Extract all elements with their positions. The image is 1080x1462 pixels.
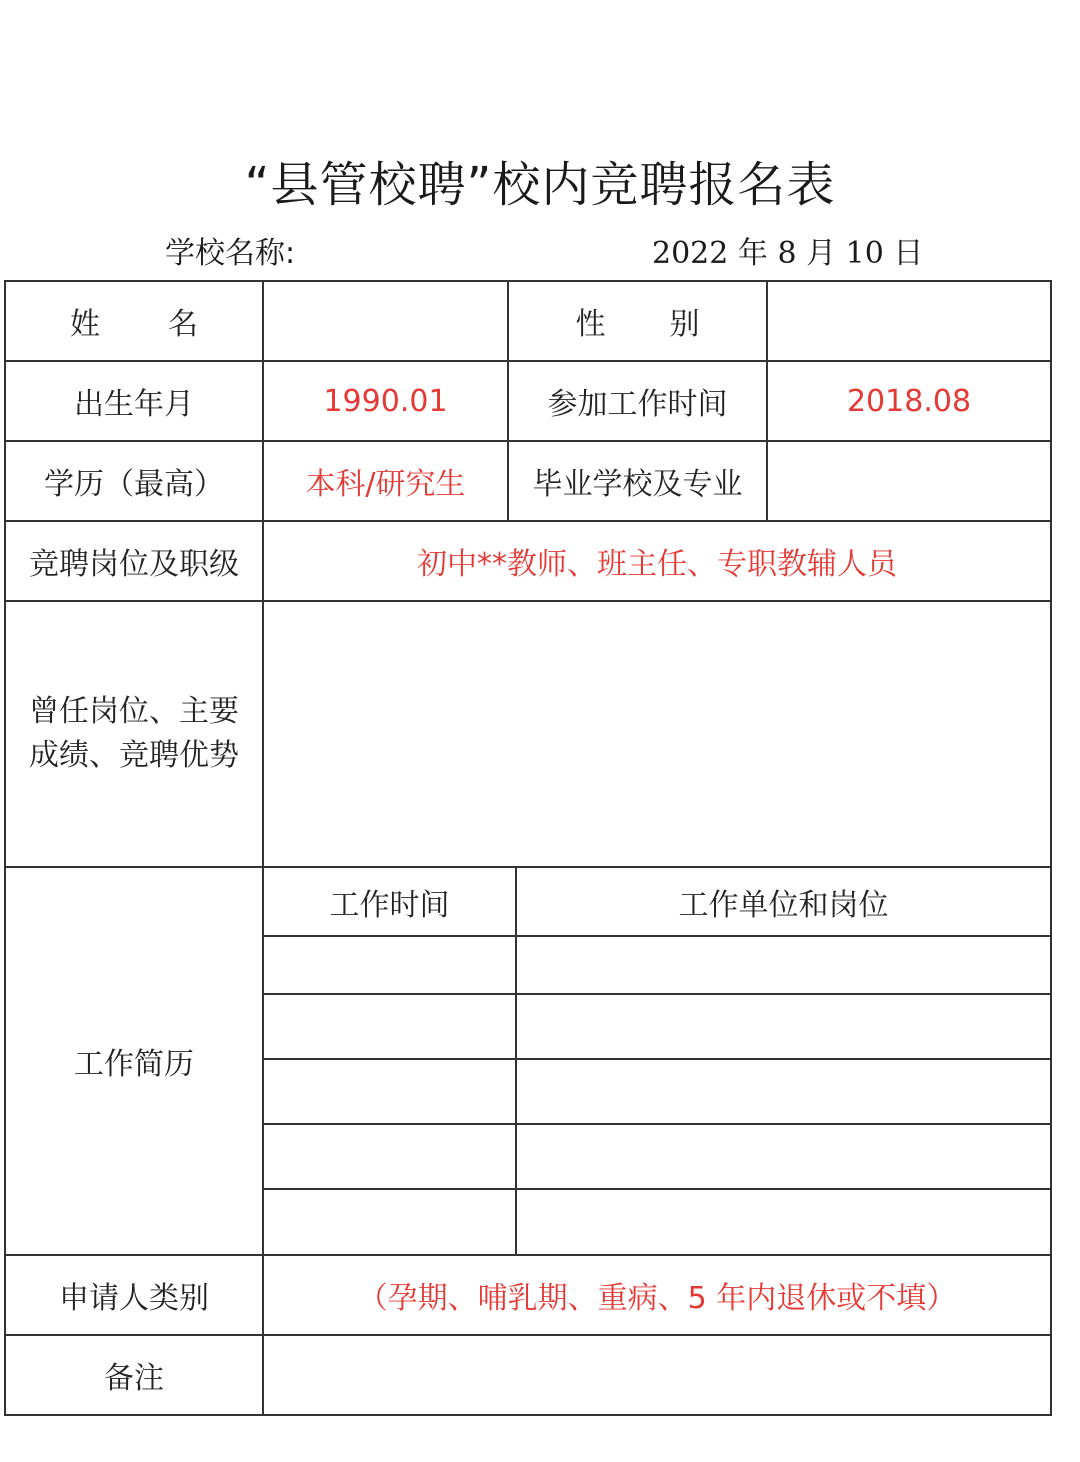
category-label: 申请人类别 [59, 1281, 209, 1316]
resume-label: 工作简历 [74, 1047, 194, 1082]
remarks-label: 备注 [104, 1361, 164, 1396]
graduation-field[interactable] [768, 442, 1050, 520]
work-start-label: 参加工作时间 [547, 387, 728, 422]
resume-unit-field[interactable] [517, 995, 1050, 1058]
resume-unit-field[interactable] [517, 1125, 1050, 1188]
name-field[interactable] [264, 282, 507, 360]
resume-time-field[interactable] [264, 937, 515, 993]
name-label: 姓 名 [70, 307, 198, 342]
resume-time-field[interactable] [264, 1125, 515, 1188]
achievements-label: 曾任岗位、主要 成绩、竞聘优势 [29, 694, 239, 773]
position-label: 竞聘岗位及职级 [29, 547, 239, 582]
school-name-label: 学校名称: [165, 236, 296, 271]
date-year: 2022 [652, 236, 729, 271]
date-month: 8 [777, 236, 797, 271]
date-day-unit: 日 [893, 236, 924, 271]
graduation-label: 毕业学校及专业 [532, 467, 743, 502]
table-border-right [1050, 280, 1052, 1416]
date-year-unit: 年 [737, 236, 768, 271]
resume-unit-field[interactable] [517, 1190, 1050, 1254]
remarks-field[interactable] [264, 1336, 1050, 1414]
date-month-unit: 月 [806, 236, 837, 271]
education-label: 学历（最高） [44, 467, 224, 502]
resume-header-time: 工作时间 [329, 887, 450, 923]
resume-time-field[interactable] [264, 1060, 515, 1123]
resume-unit-field[interactable] [517, 1060, 1050, 1123]
date-day: 10 [845, 236, 884, 271]
education-field[interactable]: 本科/研究生 [305, 467, 466, 502]
resume-header-unit: 工作单位和岗位 [678, 887, 889, 923]
birth-date-label: 出生年月 [74, 387, 194, 422]
gender-label: 性 别 [575, 307, 700, 342]
category-field[interactable]: （孕期、哺乳期、重病、5 年内退休或不填） [357, 1281, 957, 1316]
page-title: “县管校聘”校内竞聘报名表 [244, 157, 836, 213]
table-border-bottom [4, 1414, 1052, 1416]
position-field[interactable]: 初中**教师、班主任、专职教辅人员 [417, 547, 897, 582]
birth-date-field[interactable]: 1990.01 [323, 383, 448, 419]
gender-field[interactable] [768, 282, 1050, 360]
resume-time-field[interactable] [264, 1190, 515, 1254]
achievements-field[interactable] [264, 602, 1050, 866]
resume-time-field[interactable] [264, 995, 515, 1058]
work-start-field[interactable]: 2018.08 [846, 383, 972, 419]
resume-unit-field[interactable] [517, 937, 1050, 993]
